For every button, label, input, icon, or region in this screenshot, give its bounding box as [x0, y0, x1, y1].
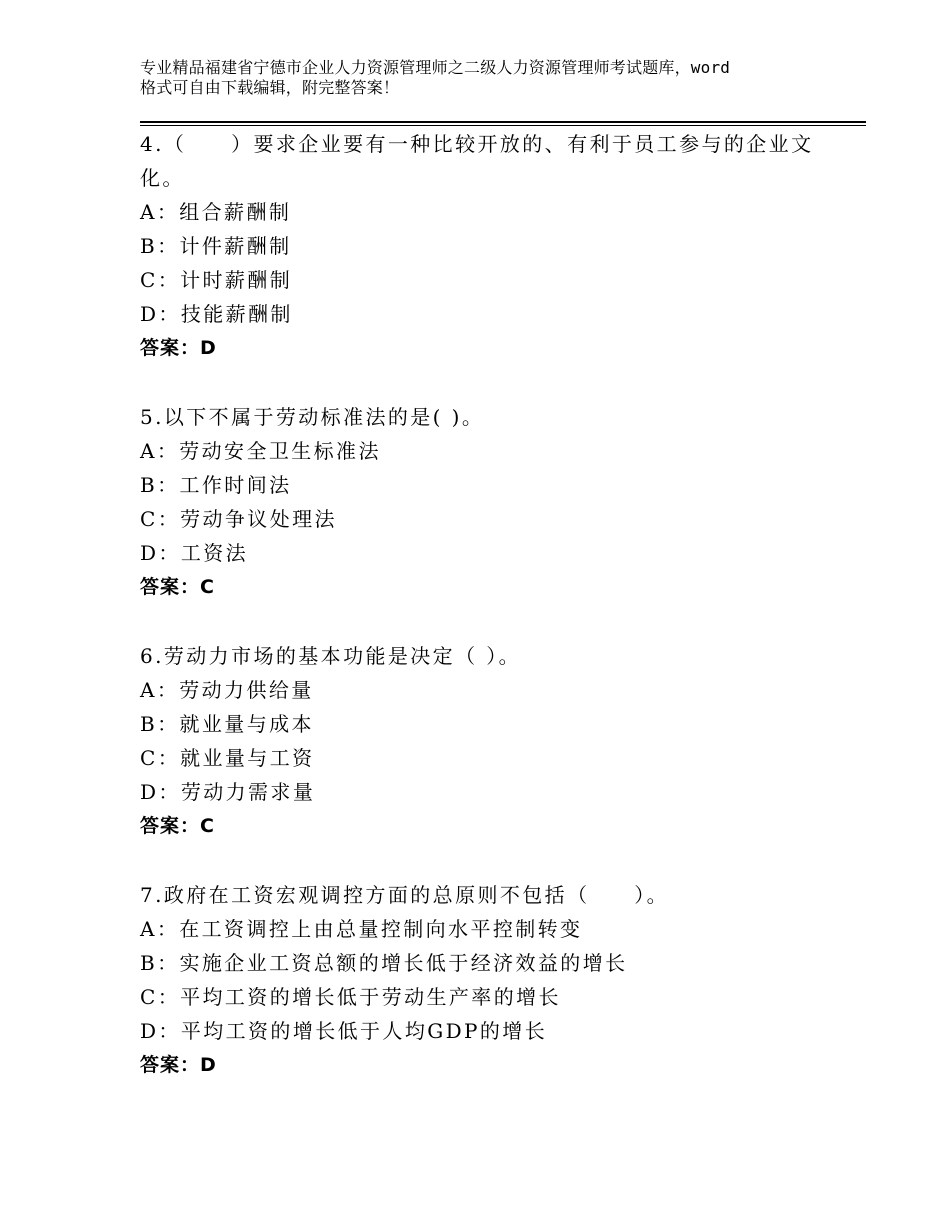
spacer	[140, 604, 820, 639]
answer-label: 答案：D	[140, 1054, 217, 1076]
question-stem: 5.以下不属于劳动标准法的是( )。	[140, 405, 485, 429]
header-divider-thin	[140, 125, 866, 126]
spacer	[140, 843, 820, 878]
option-c: C：平均工资的增长低于劳动生产率的增长	[140, 985, 561, 1009]
question-stem: 7.政府在工资宏观调控方面的总原则不包括（ ）。	[140, 883, 670, 907]
document-header	[140, 58, 840, 98]
spacer	[140, 365, 820, 400]
question-6	[140, 639, 820, 843]
question-list	[140, 127, 820, 1082]
option-d: D：劳动力需求量	[140, 780, 316, 804]
option-d: D：技能薪酬制	[140, 302, 293, 326]
answer-label: 答案：C	[140, 576, 215, 598]
option-c: C：就业量与工资	[140, 746, 315, 770]
option-a: A：在工资调控上由总量控制向水平控制转变	[140, 917, 583, 941]
option-b: B：实施企业工资总额的增长低于经济效益的增长	[140, 951, 628, 975]
answer-label: 答案：D	[140, 337, 217, 359]
option-d: D：工资法	[140, 541, 249, 565]
option-c: C：计时薪酬制	[140, 268, 293, 292]
option-a: A：劳动安全卫生标准法	[140, 439, 381, 463]
question-5	[140, 400, 820, 604]
header-line-1: 专业精品福建省宁德市企业人力资源管理师之二级人力资源管理师考试题库，word	[140, 58, 731, 77]
question-stem: 4.（ ）要求企业要有一种比较开放的、有利于员工参与的企业文	[140, 132, 814, 156]
option-c: C：劳动争议处理法	[140, 507, 337, 531]
question-7	[140, 878, 820, 1082]
option-a: A：劳动力供给量	[140, 678, 314, 702]
answer-label: 答案：C	[140, 815, 215, 837]
header-divider-thick	[140, 121, 866, 123]
question-stem: 化。	[140, 166, 185, 190]
option-d: D：平均工资的增长低于人均GDP的增长	[140, 1019, 548, 1043]
question-stem: 6.劳动力市场的基本功能是决定（ ）。	[140, 644, 522, 668]
option-b: B：工作时间法	[140, 473, 292, 497]
question-4	[140, 127, 820, 365]
header-line-2: 格式可自由下载编辑，附完整答案！	[140, 78, 400, 97]
option-a: A：组合薪酬制	[140, 200, 292, 224]
option-b: B：就业量与成本	[140, 712, 314, 736]
option-b: B：计件薪酬制	[140, 234, 292, 258]
